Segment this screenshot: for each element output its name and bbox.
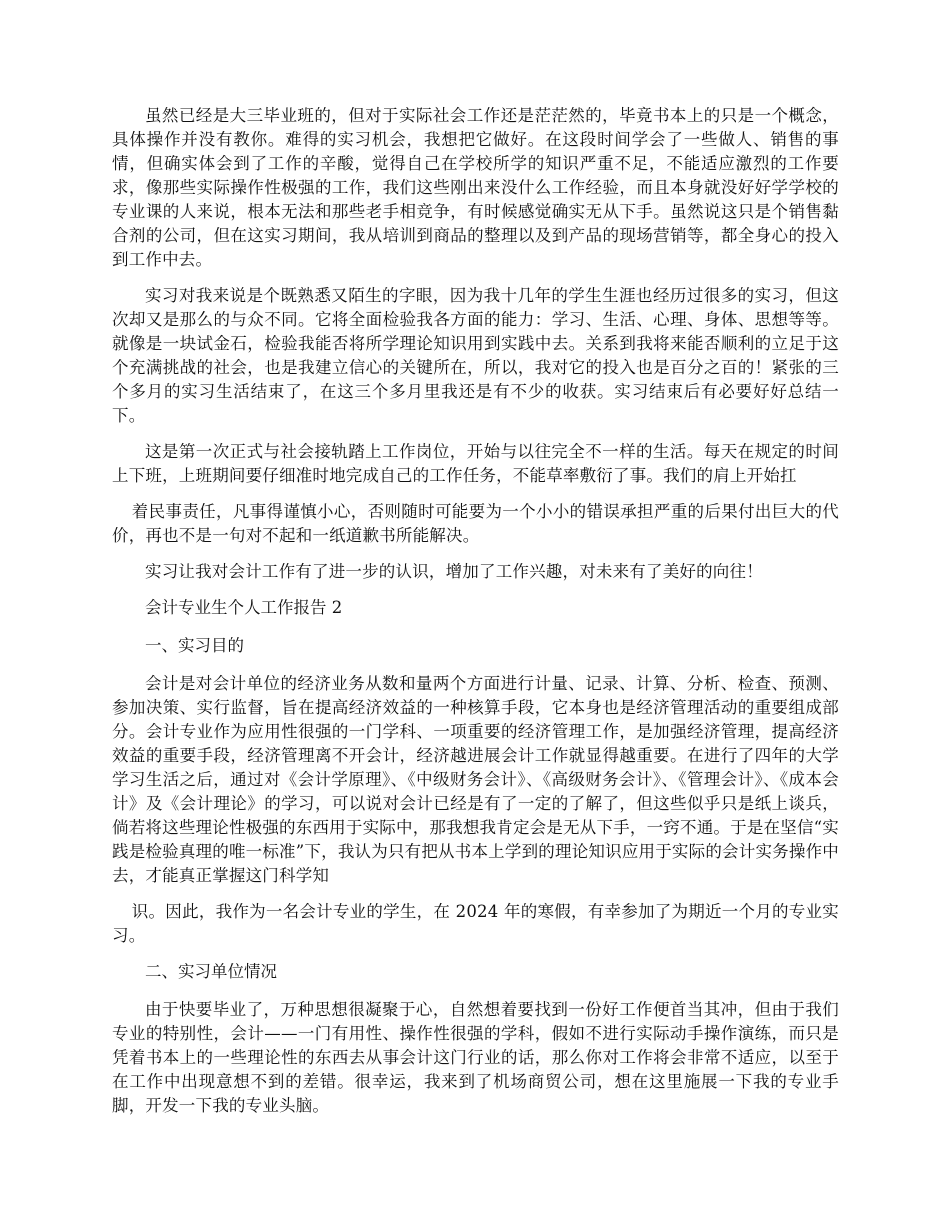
section-heading-purpose: 一、实习目的 — [145, 636, 244, 655]
document-page — [112, 104, 839, 1130]
paragraph-responsibility: 着民事责任，凡事得谨慎小心，否则随时可能要为一个小小的错误承担严重的后果付出巨大的代价，再也不是一句对不起和一纸道歉书所能解决。 — [112, 502, 839, 545]
section-heading-unit: 二、实习单位情况 — [145, 962, 277, 981]
report-title: 会计专业生个人工作报告 2 — [145, 598, 343, 617]
paragraph-first-job: 这是第一次正式与社会接轨踏上工作岗位，开始与以往完全不一样的生活。每天在规定的时间上下班，上班期间要仔细准时地完成自己的工作任务，不能草率敷衍了事。我们的肩上开始扛 — [112, 442, 839, 485]
paragraph-accounting-purpose: 会计是对会计单位的经济业务从数和量两个方面进行计量、记录、计算、分析、检查、预测、参加决策、实行监督，旨在提高经济效益的一种核算手段，它本身也是经济管理活动的重要组成部分。会计专业作为应用性很强的一门学科、一项重要的经济管理工作，是加强经济管理，提高经济效益的重要手段，经济管理离不开会计，经济越进展会计工作就显得越重要。在进行了四年的大学学习生活之后，通过对《会计学原理》、《中级财务会计》、《高级财务会计》、《管理会计》、《成本会计》及《会计理论》的学习，可以说对会计已经是有了一定的了解了，但这些似乎只是纸上谈兵，倘若将这些理论性极强的东西用于实际中，那我想我肯定会是无从下手，一窍不通。于是在坚信“实践是检验真理的唯一标准”下，我认为只有把从书本上学到的理论知识应用于实际的会计实务操作中去，才能真正掌握这门科学知 — [112, 674, 839, 885]
paragraph-internship-meaning: 实习对我来说是个既熟悉又陌生的字眼，因为我十几年的学生生涯也经历过很多的实习，但这次却又是那么的与众不同。它将全面检验我各方面的能力：学习、生活、心理、身体、思想等等。就像是一块试金石，检验我能否将所学理论知识用到实践中去。关系到我将来能否顺利的立足于这个充满挑战的社会，也是我建立信心的关键所在，所以，我对它的投入也是百分之百的！紧张的三个多月的实习生活结束了，在这三个多月里我还是有不少的收获。实习结束后有必要好好总结一下。 — [112, 286, 839, 425]
paragraph-conclusion: 实习让我对会计工作有了进一步的认识，增加了工作兴趣，对未来有了美好的向往！ — [145, 562, 763, 581]
paragraph-unit-situation: 由于快要毕业了，万种思想很凝聚于心，自然想着要找到一份好工作便首当其冲，但由于我们专业的特别性，会计——一门有用性、操作性很强的学科，假如不进行实际动手操作演练，而只是凭着书本上的一些理论性的东西去从事会计这门行业的话，那么你对工作将会非常不适应，以至于在工作中出现意想不到的差错。很幸运，我来到了机场商贸公司，想在这里施展一下我的专业手脚，开发一下我的专业头脑。 — [112, 1000, 839, 1115]
paragraph-internship-feelings: 虽然已经是大三毕业班的，但对于实际社会工作还是茫茫然的，毕竟书本上的只是一个概念，具体操作并没有教你。难得的实习机会，我想把它做好。在这段时间学会了一些做人、销售的事情，但确实体会到了工作的辛酸，觉得自己在学校所学的知识严重不足，不能适应激烈的工作要求，像那些实际操作性极强的工作，我们这些刚出来没什么工作经验，而且本身就没好好学学校的专业课的人来说，根本无法和那些老手相竞争，有时候感觉确实无从下手。虽然说这只是个销售黏合剂的公司，但在这实习期间，我从培训到商品的整理以及到产品的现场营销等，都全身心的投入到工作中去。 — [112, 106, 839, 269]
paragraph-winter-internship: 识。因此，我作为一名会计专业的学生，在 2024 年的寒假，有幸参加了为期近一个月的专业实习。 — [112, 902, 839, 945]
